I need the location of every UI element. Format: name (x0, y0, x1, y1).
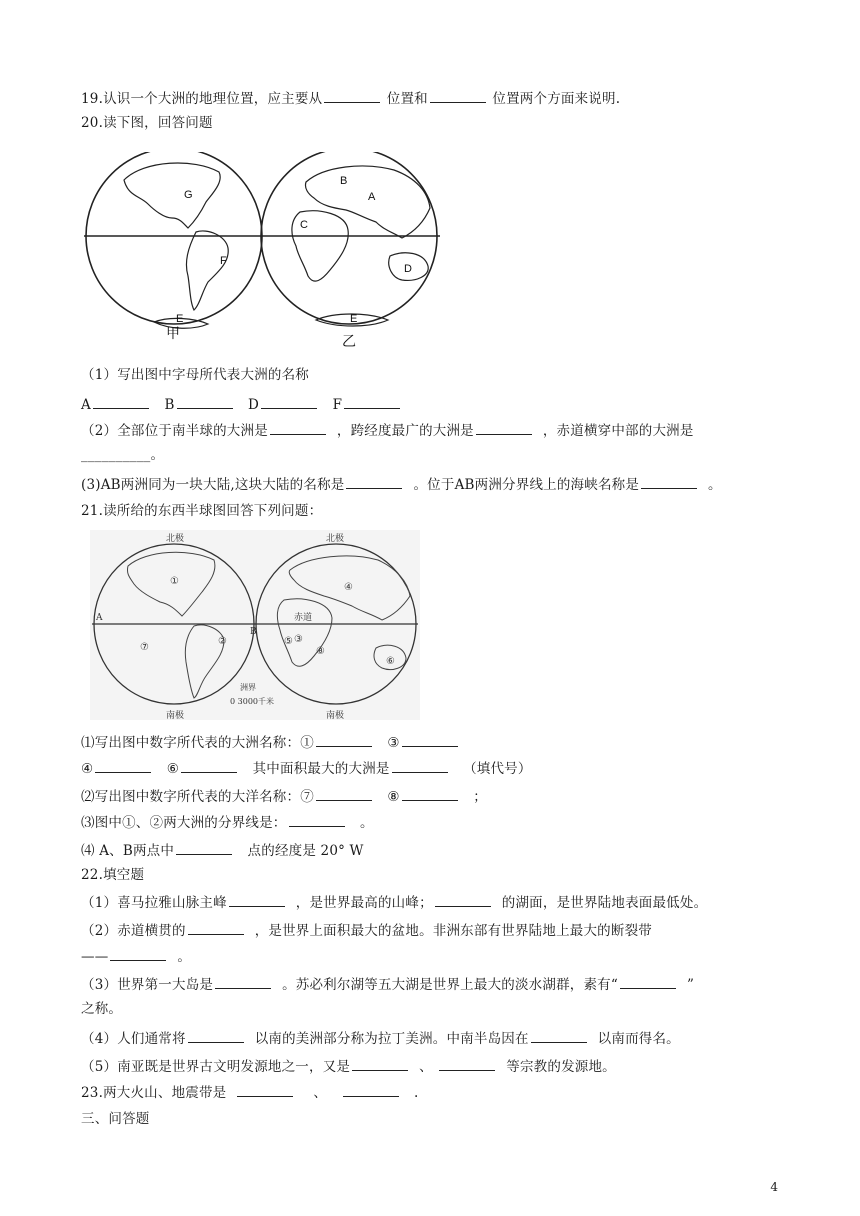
answer-blank[interactable] (188, 920, 244, 935)
question-21-title: 21.读所给的东西半球图回答下列问题： (81, 503, 323, 519)
answer-blank[interactable] (343, 1082, 399, 1097)
q22-sub1: （1）喜马拉雅山脉主峰 ，是世界最高的山峰； 的湖面，是世界陆地表面最低处。 (81, 892, 707, 912)
continent-letter: G (184, 189, 193, 201)
q21-part4: ⑷ A、B两点中 点的经度是 20° W (81, 840, 364, 860)
answer-blank[interactable] (392, 758, 448, 773)
map-number: ⑦ (140, 642, 149, 653)
q21-part1: ⑴写出图中数字所代表的大洲名称：① ③ (81, 732, 460, 752)
hemisphere-map-figure-21 (90, 530, 420, 720)
answer-blank[interactable] (620, 974, 676, 989)
answer-blank[interactable] (439, 1056, 495, 1071)
answer-blank[interactable] (176, 840, 232, 855)
map-number: ① (170, 576, 179, 587)
question-23: 23.两大火山、地震带是 、 . (81, 1082, 419, 1102)
answer-blank[interactable] (476, 420, 532, 435)
answer-blank[interactable] (261, 394, 317, 409)
answer-blank[interactable] (402, 786, 458, 801)
answer-blank[interactable] (289, 812, 345, 827)
q22-sub4: （4）人们通常将 以南的美洲部分称为拉丁美洲。中南半岛因在 以南而得名。 (81, 1028, 680, 1048)
question-20-title: 20.读下图，回答问题 (81, 115, 213, 131)
q20-part1-answers: A B D F (81, 394, 402, 414)
q20-part3: (3)AB两洲同为一块大陆,这块大陆的名称是 。位于AB两洲分界线上的海峡名称是 。 (81, 474, 722, 494)
question-19: 19.认识一个大洲的地理位置，应主要从 位置和 位置两个方面来说明. (81, 88, 620, 108)
legend-boundary: 洲界 (240, 683, 256, 692)
continent-letter: E (350, 313, 358, 325)
answer-blank[interactable] (316, 732, 372, 747)
answer-blank[interactable] (316, 786, 372, 801)
page-number: 4 (770, 1180, 778, 1194)
answer-blank[interactable] (435, 892, 491, 907)
continent-letter: B (340, 175, 348, 187)
scale-bar-label: 0 3000千米 (230, 697, 274, 706)
q22-sub3-cont: 之称。 (81, 1001, 123, 1017)
q22-sub2-cont: —— 。 (81, 946, 191, 966)
answer-blank[interactable] (324, 88, 380, 103)
east-hemisphere-label: 乙 (342, 334, 356, 350)
q20-part2: （2）全部位于南半球的大洲是 ，跨经度最广的大洲是 ，赤道横穿中部的大洲是 (81, 420, 694, 440)
answer-blank[interactable] (95, 758, 151, 773)
answer-blank[interactable] (531, 1028, 587, 1043)
answer-blank[interactable] (229, 892, 285, 907)
north-pole-label-east: 北极 (326, 534, 345, 544)
continent-letter: F (220, 255, 227, 267)
section-3-heading: 三、问答题 (81, 1111, 150, 1127)
answer-blank[interactable] (93, 394, 149, 409)
q22-sub2: （2）赤道横贯的 ，是世界上面积最大的盆地。非洲东部有世界陆地上最大的断裂带 (81, 920, 652, 940)
map-number: ⑤ (284, 636, 293, 647)
q22-sub5: （5）南亚既是世界古文明发源地之一，又是 、 等宗教的发源地。 (81, 1056, 616, 1076)
equator-label: 赤道 (294, 613, 313, 623)
q20-part2-cont: __________。 (81, 447, 165, 463)
map-number: ⑧ (316, 646, 325, 657)
answer-blank[interactable] (188, 1028, 244, 1043)
continent-letter: E (176, 313, 184, 325)
map-number: ③ (294, 634, 303, 645)
answer-blank[interactable] (346, 474, 402, 489)
continent-letter: C (300, 219, 308, 231)
answer-blank[interactable] (270, 420, 326, 435)
answer-blank[interactable] (177, 394, 233, 409)
hemisphere-map-figure-20 (84, 152, 450, 362)
north-pole-label: 北极 (166, 534, 185, 544)
map-number: ⑥ (386, 656, 395, 667)
answer-blank[interactable] (402, 732, 458, 747)
point-b-label: B (250, 627, 257, 637)
question-22-title: 22.填空题 (81, 867, 145, 883)
answer-blank[interactable] (344, 394, 400, 409)
map-number: ④ (344, 582, 353, 593)
answer-blank[interactable] (352, 1056, 408, 1071)
q20-part1: （1）写出图中字母所代表大洲的名称 (81, 367, 309, 383)
q21-part1-cont: ④ ⑥ 其中面积最大的大洲是 （填代号） (81, 758, 532, 778)
answer-blank[interactable] (181, 758, 237, 773)
q22-sub3: （3）世界第一大岛是 。苏必利尔湖等五大湖是世界上最大的淡水湖群，素有“ ” (81, 974, 694, 994)
answer-blank[interactable] (110, 946, 166, 961)
q21-part2: ⑵写出图中数字所代表的大洋名称：⑦ ⑧ ； (81, 786, 487, 806)
south-pole-label-east: 南极 (326, 711, 345, 720)
q21-part3: ⑶图中①、②两大洲的分界线是： 。 (81, 812, 374, 832)
answer-blank[interactable] (215, 974, 271, 989)
map-number: ② (218, 636, 227, 647)
continent-letter: A (368, 191, 376, 203)
south-pole-label: 南极 (166, 711, 185, 720)
answer-blank[interactable] (430, 88, 486, 103)
answer-blank[interactable] (237, 1082, 293, 1097)
west-hemisphere-label: 甲 (166, 326, 180, 342)
continent-letter: D (404, 263, 412, 275)
point-a-label: A (96, 613, 103, 623)
answer-blank[interactable] (641, 474, 697, 489)
